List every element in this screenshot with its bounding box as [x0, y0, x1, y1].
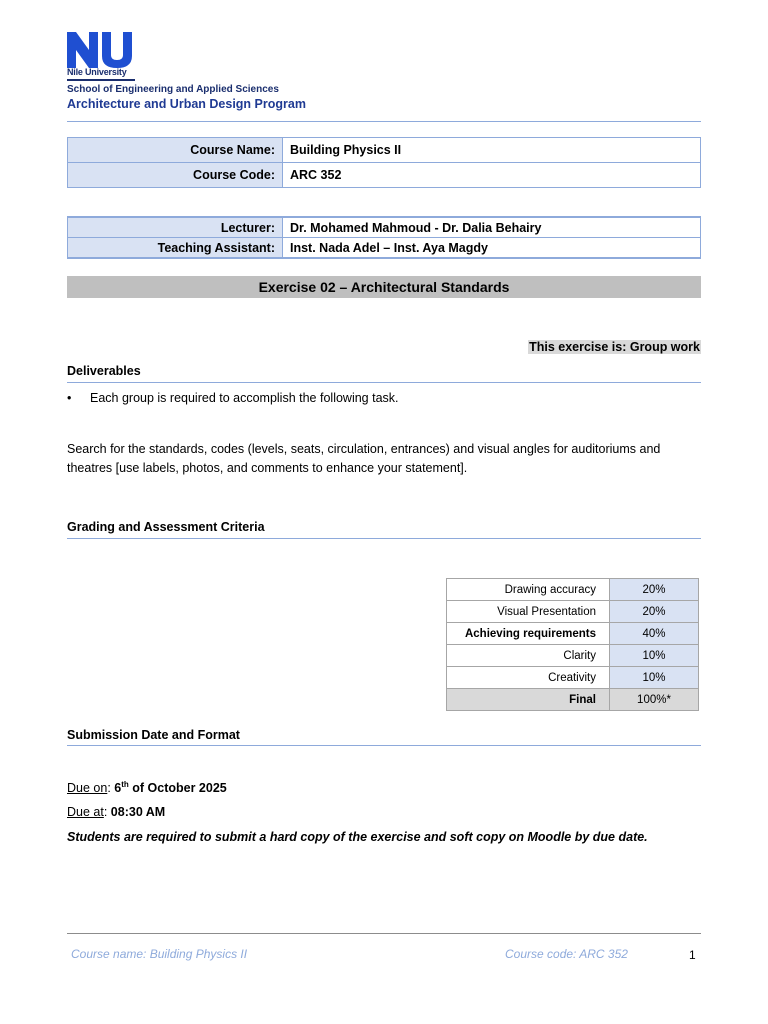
- lecturer-label: Lecturer:: [68, 217, 283, 238]
- weight-cell: 20%: [610, 601, 699, 623]
- due-on-label: Due on: [67, 781, 108, 796]
- table-row: [447, 579, 699, 601]
- criterion-cell: Creativity: [447, 667, 610, 689]
- footer-course-name: Course name: Building Physics II: [71, 947, 248, 961]
- table-row: [68, 217, 701, 238]
- staff-info-table: [67, 216, 701, 259]
- submission-note: Students are required to submit a hard copy of the exercise and soft copy on Moodle by due date.: [67, 830, 648, 844]
- weight-cell: 10%: [610, 645, 699, 667]
- course-code-value: ARC 352: [283, 163, 701, 188]
- table-row: [447, 623, 699, 645]
- bullet-text: Each group is required to accomplish the following task.: [90, 391, 399, 405]
- table-row: [447, 689, 699, 711]
- table-row: [68, 238, 701, 259]
- criterion-cell: Visual Presentation: [447, 601, 610, 623]
- due-on-suffix: th: [121, 780, 129, 789]
- work-type-label: This exercise is: Group work: [529, 340, 700, 354]
- grading-heading: Grading and Assessment Criteria: [67, 520, 265, 534]
- footer-course-code: Course code: ARC 352: [505, 947, 628, 961]
- lecturer-value: Dr. Mohamed Mahmoud - Dr. Dalia Behairy: [283, 217, 701, 238]
- table-row: [447, 667, 699, 689]
- course-info-table: [67, 137, 701, 188]
- weight-cell: 10%: [610, 667, 699, 689]
- task-description: Search for the standards, codes (levels, seats, circulation, entrances) and visual angles for auditoriums and theatres [use labels, photos, and comments to enhance your statement].: [67, 442, 661, 475]
- section-divider: [67, 382, 701, 383]
- program-name: Architecture and Urban Design Program: [67, 97, 306, 111]
- table-row: [447, 601, 699, 623]
- due-on-line: Due on: 6th of October 2025: [67, 780, 227, 796]
- criterion-cell: Drawing accuracy: [447, 579, 610, 601]
- criterion-cell: Clarity: [447, 645, 610, 667]
- bullet-icon: •: [67, 391, 72, 405]
- due-on-rest: of October 2025: [128, 781, 227, 796]
- final-weight-cell: 100%*: [610, 689, 699, 711]
- ta-value: Inst. Nada Adel – Inst. Aya Magdy: [283, 238, 701, 259]
- table-row: [447, 645, 699, 667]
- submission-heading: Submission Date and Format: [67, 728, 240, 742]
- nile-university-logo: [67, 32, 137, 68]
- deliverables-heading: Deliverables: [67, 364, 141, 378]
- course-name-label: Course Name:: [68, 138, 283, 163]
- section-divider: [67, 745, 701, 746]
- footer-divider: [67, 933, 701, 934]
- ta-label: Teaching Assistant:: [68, 238, 283, 259]
- final-criterion-cell: Final: [447, 689, 610, 711]
- course-code-label: Course Code:: [68, 163, 283, 188]
- logo-underline: [67, 79, 135, 81]
- due-at-line: Due at: 08:30 AM: [67, 805, 166, 819]
- due-at-label: Due at: [67, 805, 104, 819]
- course-name-value: Building Physics II: [283, 138, 701, 163]
- page-number: 1: [689, 948, 696, 962]
- criterion-cell: Achieving requirements: [447, 623, 610, 645]
- due-at-value: 08:30 AM: [110, 805, 166, 819]
- table-row: [68, 163, 701, 188]
- exercise-title: Exercise 02 – Architectural Standards: [67, 276, 701, 298]
- school-name: School of Engineering and Applied Sciences: [67, 84, 279, 95]
- section-divider: [67, 538, 701, 539]
- grading-table: [446, 578, 699, 711]
- table-row: [68, 138, 701, 163]
- list-item: [67, 391, 399, 405]
- logo-text: Nile University: [67, 67, 127, 77]
- weight-cell: 40%: [610, 623, 699, 645]
- weight-cell: 20%: [610, 579, 699, 601]
- header-divider: [67, 121, 701, 122]
- due-on-day: 6: [114, 781, 122, 796]
